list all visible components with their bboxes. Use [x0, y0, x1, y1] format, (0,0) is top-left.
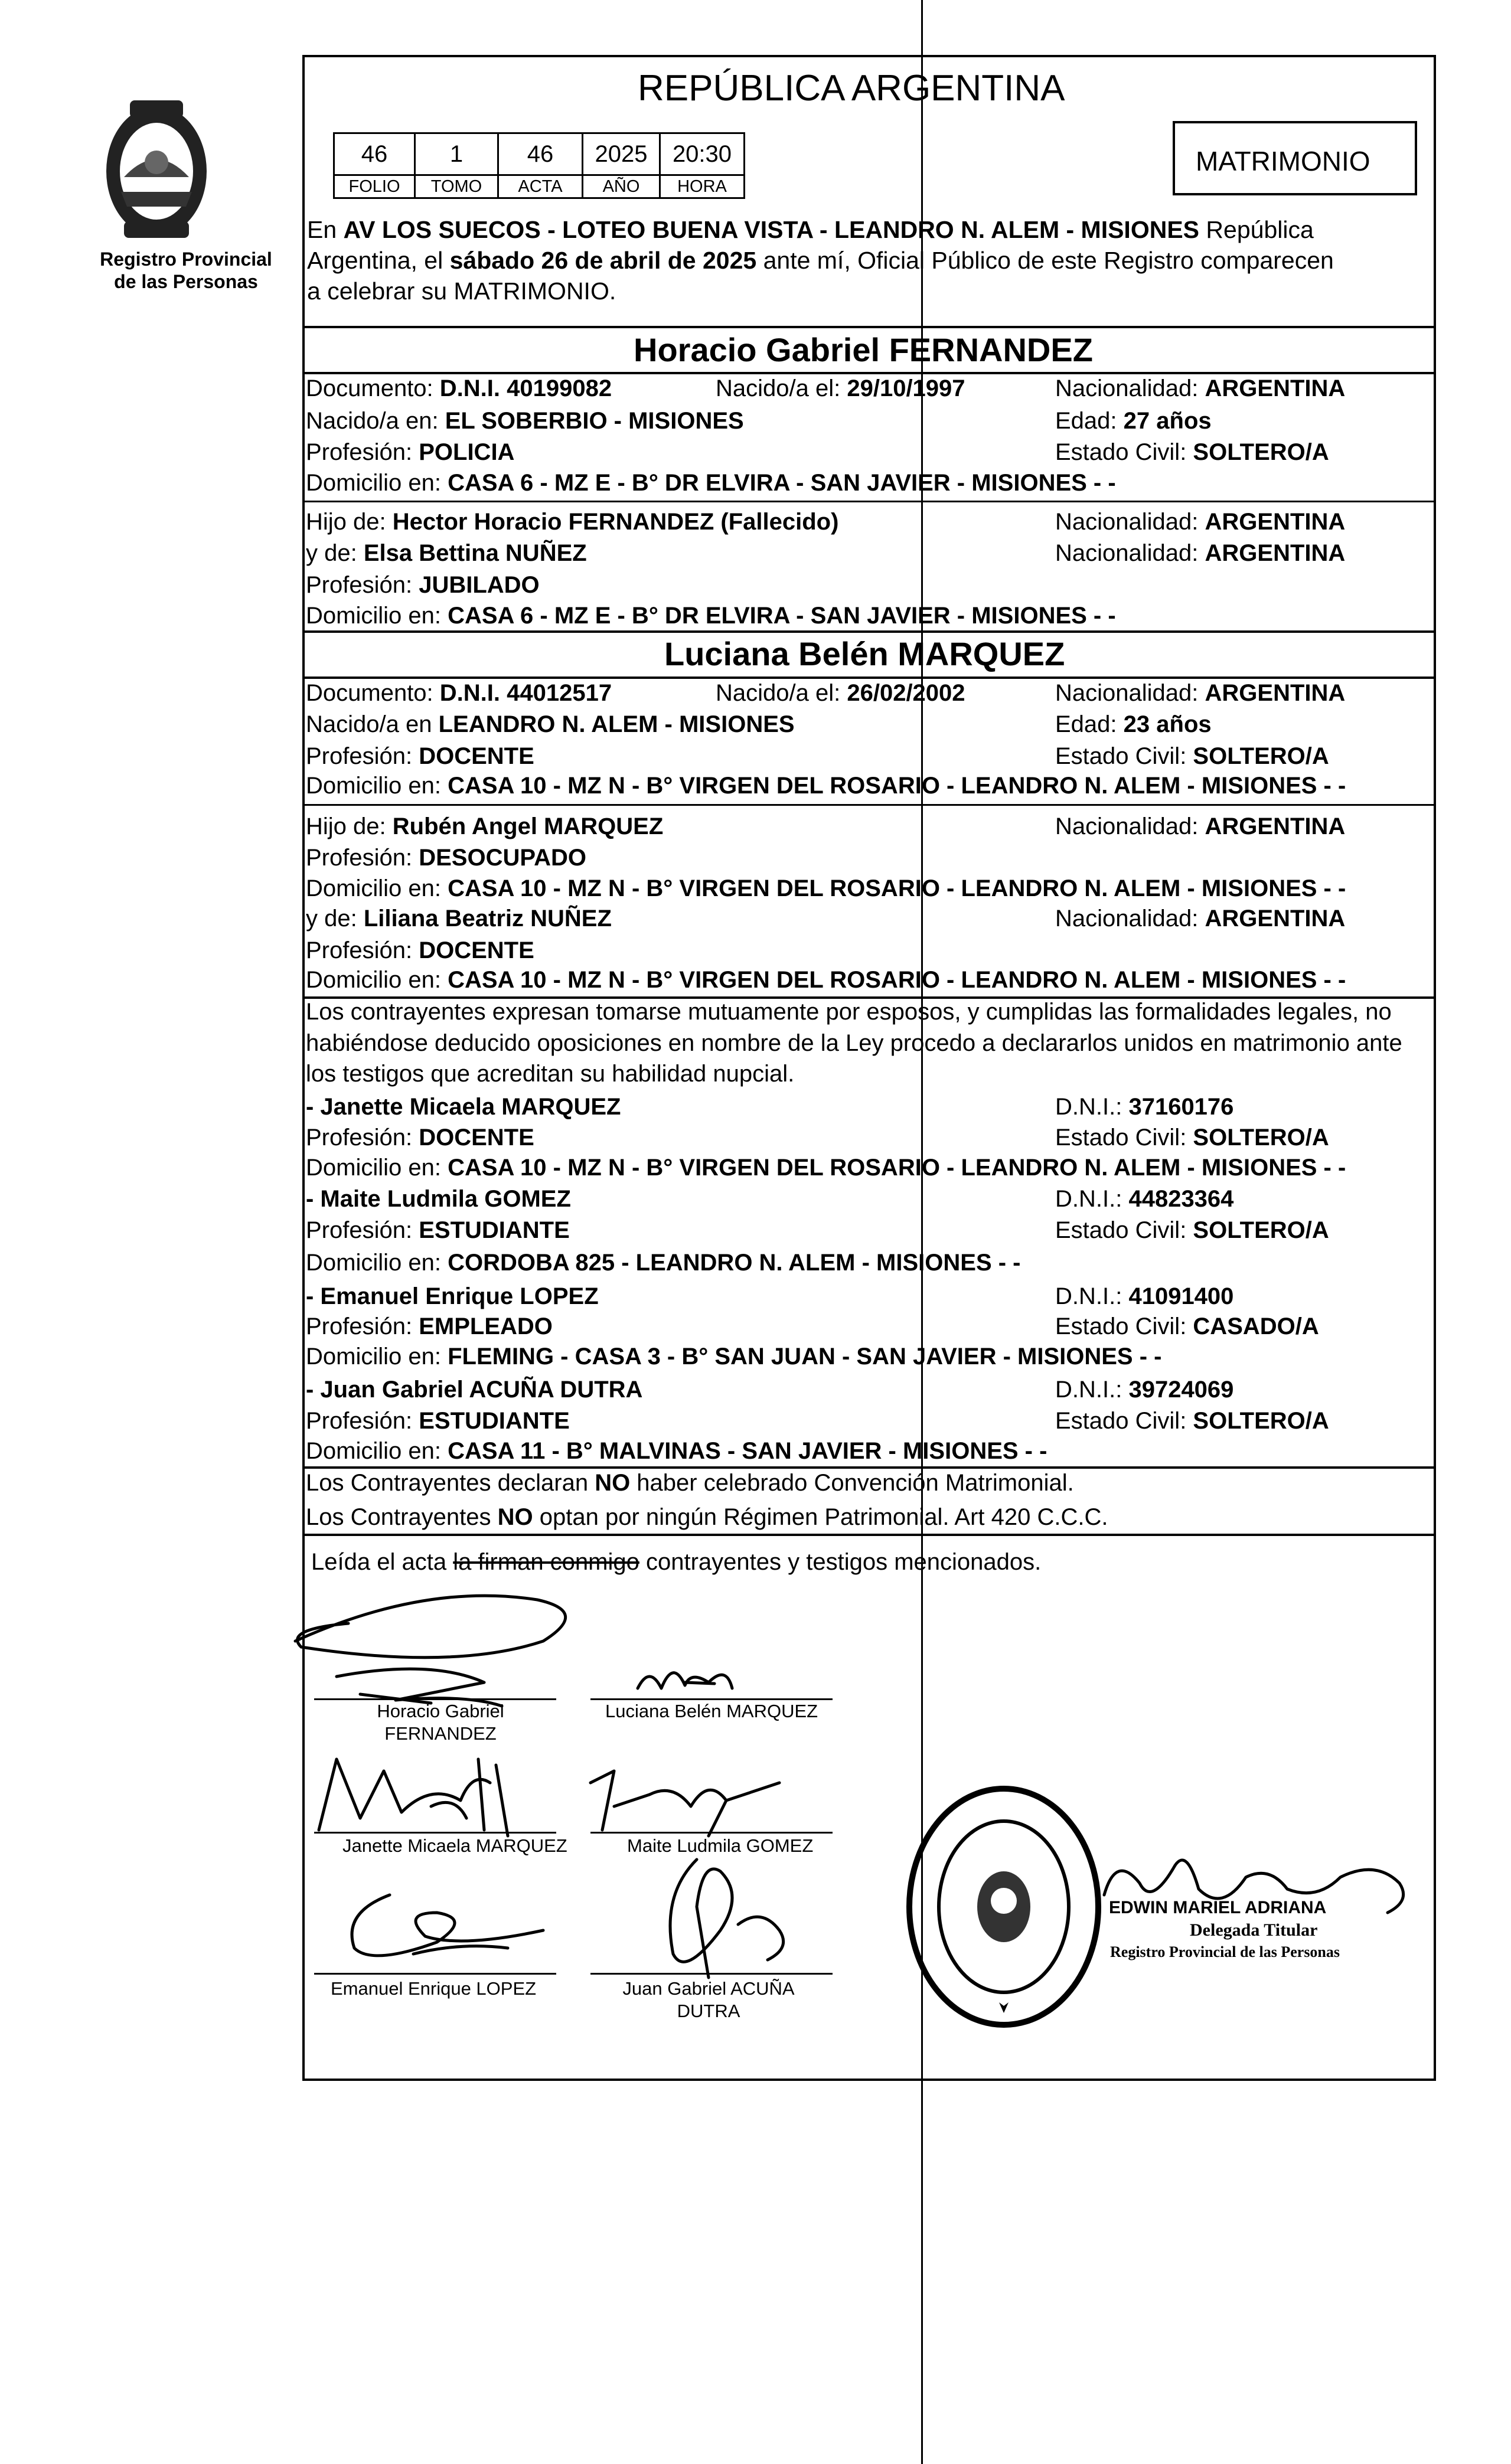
- witness3-signature: [319, 1877, 555, 1972]
- witness1-dni-value: 37160176: [1128, 1094, 1234, 1120]
- label: Estado Civil:: [1055, 439, 1193, 465]
- intro-suffix: República: [1199, 216, 1314, 243]
- declaration-line3: los testigos que acreditan su habilidad nupcial.: [306, 1061, 795, 1087]
- act-type: MATRIMONIO: [1196, 146, 1370, 177]
- witness2-civil-status: [1055, 1215, 1329, 1246]
- groom-age: [1055, 406, 1212, 436]
- bride-birthplace-value: LEANDRO N. ALEM - MISIONES: [438, 711, 795, 737]
- witness1-civil-status-value: SOLTERO/A: [1193, 1125, 1329, 1151]
- label: Profesión:: [306, 572, 419, 598]
- hora-label: HORA: [660, 175, 745, 198]
- tomo-label: TOMO: [415, 175, 498, 198]
- witness1-signature-caption: Janette Micaela MARQUEZ: [342, 1835, 567, 1856]
- witness4-civil-status: [1055, 1406, 1329, 1436]
- bride-mother-profession-value: DOCENTE: [419, 937, 534, 963]
- label: D.N.I.:: [1055, 1283, 1129, 1309]
- bride-father: [306, 811, 663, 842]
- registry-table: [333, 132, 745, 199]
- witness2-signature-caption: Maite Ludmila GOMEZ: [627, 1835, 814, 1856]
- label: D.N.I.:: [1055, 1186, 1129, 1212]
- witness1-civil-status: [1055, 1122, 1329, 1153]
- witness4-address-value: CASA 11 - B° MALVINAS - SAN JAVIER - MISIONES - -: [448, 1438, 1047, 1464]
- groom-dni: D.N.I. 40199082: [439, 375, 612, 401]
- groom-parents-address-value: CASA 6 - MZ E - B° DR ELVIRA - SAN JAVIER - MISIONES - -: [448, 603, 1116, 629]
- label: Profesión:: [306, 1313, 419, 1339]
- ano-label: AÑO: [583, 175, 660, 198]
- groom-nationality: [1055, 373, 1345, 404]
- label: Domicilio en:: [306, 773, 448, 799]
- acta-label: ACTA: [498, 175, 583, 198]
- witness4-profession-value: ESTUDIANTE: [419, 1408, 570, 1434]
- label: Nacionalidad:: [1055, 540, 1205, 566]
- bride-birthplace: [306, 709, 795, 740]
- witness4-signature-caption: [620, 1978, 797, 2022]
- bride-nationality-value: ARGENTINA: [1205, 680, 1346, 706]
- folio-label: FOLIO: [334, 175, 415, 198]
- bride-born-on: [716, 678, 965, 708]
- bride-document: [306, 678, 612, 708]
- bride-signature: [626, 1647, 744, 1706]
- label: Profesión:: [306, 937, 419, 963]
- declaration-line2: habiéndose deducido oposiciones en nombre de la Ley procedo a declararlos unidos en matrimonio ante: [306, 1030, 1402, 1056]
- label: Estado Civil:: [1055, 1217, 1193, 1243]
- declaration-line1: Los contrayentes expresan tomarse mutuamente por esposos, y cumplidas las formalidades legales, no: [306, 999, 1392, 1025]
- label: Estado Civil:: [1055, 743, 1193, 769]
- witness2-address-value: CORDOBA 825 - LEANDRO N. ALEM - MISIONES - -: [448, 1250, 1021, 1276]
- page-title: REPÚBLICA ARGENTINA: [638, 68, 1065, 109]
- signature-line: [314, 1973, 556, 1975]
- label: Edad:: [1055, 408, 1124, 434]
- label: Domicilio en:: [306, 603, 448, 629]
- bride-father-nationality: [1055, 811, 1345, 842]
- ano-value: 2025: [583, 133, 660, 175]
- regime-no: NO: [497, 1504, 533, 1530]
- intro-line1: [307, 214, 1314, 245]
- bride-civil-status-value: SOLTERO/A: [1193, 743, 1329, 769]
- label: Nacionalidad:: [1055, 375, 1205, 401]
- groom-age-value: 27 años: [1123, 408, 1212, 434]
- groom-nationality-value: ARGENTINA: [1205, 375, 1346, 401]
- groom-parents-profession: [306, 570, 540, 600]
- groom-mother: [306, 538, 587, 568]
- witness2-dni-value: 44823364: [1128, 1186, 1234, 1212]
- witness3-signature-caption: Emanuel Enrique LOPEZ: [331, 1978, 537, 1999]
- witness1-profession-value: DOCENTE: [419, 1125, 534, 1151]
- official-name: EDWIN MARIEL ADRIANA: [1109, 1898, 1327, 1917]
- tomo-value: 1: [415, 133, 498, 175]
- groom-parents-profession-value: JUBILADO: [419, 572, 540, 598]
- convention-no: NO: [595, 1470, 631, 1496]
- bride-mother-nationality-value: ARGENTINA: [1205, 906, 1346, 932]
- groom-caption-line1: Horacio Gabriel: [377, 1701, 504, 1721]
- label: Profesión:: [306, 1408, 419, 1434]
- groom-document: [306, 373, 612, 404]
- label: Estado Civil:: [1055, 1313, 1193, 1339]
- label: Domicilio en:: [306, 1155, 448, 1181]
- label: Documento:: [306, 680, 440, 706]
- groom-father: [306, 506, 838, 537]
- groom-mother-nationality-value: ARGENTINA: [1205, 540, 1346, 566]
- label: Profesión:: [306, 439, 419, 465]
- groom-birth-date: 29/10/1997: [847, 375, 965, 401]
- groom-signature: [278, 1558, 608, 1712]
- label: y de:: [306, 540, 364, 566]
- registry-name: [89, 248, 283, 293]
- label: Nacionalidad:: [1055, 509, 1205, 535]
- bride-father-profession: [306, 842, 586, 873]
- bride-birth-date: 26/02/2002: [847, 680, 965, 706]
- witness3-civil-status-value: CASADO/A: [1193, 1313, 1319, 1339]
- label: Documento:: [306, 375, 440, 401]
- label: Profesión:: [306, 1217, 419, 1243]
- label: Domicilio en:: [306, 1438, 448, 1464]
- witness2-civil-status-value: SOLTERO/A: [1193, 1217, 1329, 1243]
- groom-civil-status-value: SOLTERO/A: [1193, 439, 1329, 465]
- witness3-address-value: FLEMING - CASA 3 - B° SAN JUAN - SAN JAVIER - MISIONES - -: [448, 1344, 1162, 1370]
- groom-address-value: CASA 6 - MZ E - B° DR ELVIRA - SAN JAVIER - MISIONES - -: [448, 470, 1116, 496]
- label: Hijo de:: [306, 509, 393, 535]
- convention-line1: [306, 1468, 1074, 1498]
- witness2-address: [306, 1247, 1021, 1278]
- witness4-name: - Juan Gabriel ACUÑA DUTRA: [306, 1377, 643, 1403]
- convention-text: haber celebrado Convención Matrimonial.: [630, 1470, 1074, 1496]
- groom-parents-address: [306, 600, 1116, 631]
- witness4-caption-line1: Juan Gabriel ACUÑA: [622, 1978, 795, 1999]
- provincial-shield-icon: [89, 89, 224, 242]
- bride-father-name: Rubén Angel MARQUEZ: [392, 813, 664, 839]
- intro-line3: a celebrar su MATRIMONIO.: [307, 277, 616, 305]
- label: Nacido/a en: [306, 711, 439, 737]
- witness3-profession: [306, 1311, 553, 1342]
- bride-father-address: [306, 873, 1346, 904]
- witness3-name: - Emanuel Enrique LOPEZ: [306, 1283, 599, 1309]
- registry-name-line1: Registro Provincial: [100, 249, 272, 270]
- label: Edad:: [1055, 711, 1124, 737]
- witness4-profession: [306, 1406, 570, 1436]
- bride-signature-caption: Luciana Belén MARQUEZ: [605, 1701, 818, 1721]
- convention-text: Los Contrayentes declaran: [306, 1470, 595, 1496]
- bride-dni: D.N.I. 44012517: [439, 680, 612, 706]
- bride-address: [306, 770, 1346, 801]
- ceremony-date: sábado 26 de abril de 2025: [449, 247, 757, 274]
- hora-value: 20:30: [660, 133, 745, 175]
- witness2-profession-value: ESTUDIANTE: [419, 1217, 570, 1243]
- label: Domicilio en:: [306, 1344, 448, 1370]
- witness1-address: [306, 1152, 1346, 1183]
- bride-mother-profession: [306, 935, 534, 966]
- row-divider: [302, 804, 1436, 806]
- official-title: Delegada Titular: [1190, 1920, 1318, 1940]
- intro-date-prefix: Argentina, el: [307, 247, 450, 274]
- witness4-signature: [650, 1848, 803, 1983]
- registry-logo: [89, 89, 224, 242]
- witness4-dni-value: 39724069: [1128, 1377, 1234, 1403]
- label: Nacionalidad:: [1055, 906, 1205, 932]
- intro-prefix: En: [307, 216, 344, 243]
- witness1-dni: [1055, 1092, 1233, 1122]
- label: Nacionalidad:: [1055, 813, 1205, 839]
- bride-profession-value: DOCENTE: [419, 743, 534, 769]
- label: Nacido/a el:: [716, 375, 847, 401]
- witness3-profession-value: EMPLEADO: [419, 1313, 553, 1339]
- bride-father-nationality-value: ARGENTINA: [1205, 813, 1346, 839]
- witness2-profession: [306, 1215, 570, 1246]
- witness3-dni-value: 41091400: [1128, 1283, 1234, 1309]
- label: Hijo de:: [306, 813, 393, 839]
- witness2-name: - Maite Ludmila GOMEZ: [306, 1186, 571, 1212]
- label: D.N.I.:: [1055, 1094, 1129, 1120]
- bride-name: Luciana Belén MARQUEZ: [664, 635, 1065, 672]
- folio-value: 46: [334, 133, 415, 175]
- bride-age-value: 23 años: [1123, 711, 1212, 737]
- bride-mother-address-value: CASA 10 - MZ N - B° VIRGEN DEL ROSARIO - LEANDRO N. ALEM - MISIONES - -: [448, 967, 1346, 993]
- label: Profesión:: [306, 845, 419, 871]
- closing-prefix: Leída el acta: [311, 1549, 453, 1575]
- bride-address-value: CASA 10 - MZ N - B° VIRGEN DEL ROSARIO - LEANDRO N. ALEM - MISIONES - -: [448, 773, 1346, 799]
- closing-suffix: contrayentes y testigos mencionados.: [639, 1549, 1042, 1575]
- bride-profession: [306, 741, 534, 772]
- groom-birthplace: [306, 406, 744, 436]
- label: Domicilio en:: [306, 875, 448, 901]
- bride-mother: [306, 903, 612, 934]
- witness4-address: [306, 1436, 1047, 1466]
- witness4-caption-line2: DUTRA: [677, 2001, 740, 2021]
- groom-name: Horacio Gabriel FERNANDEZ: [634, 331, 1093, 368]
- groom-mother-name: Elsa Bettina NUÑEZ: [363, 540, 587, 566]
- groom-civil-status: [1055, 437, 1329, 468]
- groom-birthplace-value: EL SOBERBIO - MISIONES: [445, 408, 744, 434]
- groom-caption-line2: FERNANDEZ: [384, 1723, 497, 1744]
- label: Estado Civil:: [1055, 1408, 1193, 1434]
- label: Nacionalidad:: [1055, 680, 1205, 706]
- bride-mother-nationality: [1055, 903, 1345, 934]
- witness3-dni: [1055, 1281, 1233, 1312]
- witness1-name: - Janette Micaela MARQUEZ: [306, 1094, 621, 1120]
- witness2-dni: [1055, 1184, 1233, 1214]
- closing-struck-text: la firman conmigo: [453, 1549, 639, 1575]
- groom-father-name: Hector Horacio FERNANDEZ (Fallecido): [392, 509, 839, 535]
- ceremony-place: AV LOS SUECOS - LOTEO BUENA VISTA - LEANDRO N. ALEM - MISIONES: [343, 216, 1200, 243]
- regime-text: optan por ningún Régimen Patrimonial. Art 420 C.C.C.: [533, 1504, 1108, 1530]
- registry-seal-icon: [903, 1783, 1104, 2031]
- witness1-address-value: CASA 10 - MZ N - B° VIRGEN DEL ROSARIO - LEANDRO N. ALEM - MISIONES - -: [448, 1155, 1346, 1181]
- label: Nacido/a en:: [306, 408, 445, 434]
- official-office: Registro Provincial de las Personas: [1110, 1943, 1340, 1960]
- label: Nacido/a el:: [716, 680, 847, 706]
- label: Profesión:: [306, 1125, 419, 1151]
- label: Domicilio en:: [306, 1250, 448, 1276]
- label: D.N.I.:: [1055, 1377, 1129, 1403]
- witness4-civil-status-value: SOLTERO/A: [1193, 1408, 1329, 1434]
- label: Estado Civil:: [1055, 1125, 1193, 1151]
- section-divider: [302, 1534, 1436, 1536]
- groom-address: [306, 468, 1116, 498]
- groom-profession-value: POLICIA: [419, 439, 515, 465]
- groom-profession: [306, 437, 514, 468]
- witness2-signature: [579, 1759, 803, 1842]
- label: Domicilio en:: [306, 967, 448, 993]
- regime-text: Los Contrayentes: [306, 1504, 498, 1530]
- bride-civil-status: [1055, 741, 1329, 772]
- label: Profesión:: [306, 743, 419, 769]
- bride-father-address-value: CASA 10 - MZ N - B° VIRGEN DEL ROSARIO - LEANDRO N. ALEM - MISIONES - -: [448, 875, 1346, 901]
- witness1-signature: [313, 1747, 537, 1842]
- groom-father-nationality-value: ARGENTINA: [1205, 509, 1346, 535]
- bride-age: [1055, 709, 1212, 740]
- bride-father-profession-value: DESOCUPADO: [419, 845, 586, 871]
- convention-line2: [306, 1502, 1108, 1532]
- groom-born-on: [716, 373, 965, 404]
- bride-mother-address: [306, 965, 1346, 995]
- registry-name-line2: de las Personas: [114, 271, 258, 292]
- label: Domicilio en:: [306, 470, 448, 496]
- witness4-dni: [1055, 1374, 1233, 1405]
- label: y de:: [306, 906, 364, 932]
- groom-mother-nationality: [1055, 538, 1345, 568]
- groom-father-nationality: [1055, 506, 1345, 537]
- witness3-address: [306, 1341, 1161, 1372]
- intro-line2: [307, 245, 1334, 276]
- witness3-civil-status: [1055, 1311, 1319, 1342]
- row-divider: [302, 501, 1436, 502]
- witness1-profession: [306, 1122, 534, 1153]
- bride-mother-name: Liliana Beatriz NUÑEZ: [363, 906, 612, 932]
- acta-value: 46: [498, 133, 583, 175]
- intro-date-suffix: ante mí, Oficial Público de este Registro comparecen: [756, 247, 1334, 274]
- bride-nationality: [1055, 678, 1345, 708]
- groom-signature-caption: [358, 1700, 523, 1745]
